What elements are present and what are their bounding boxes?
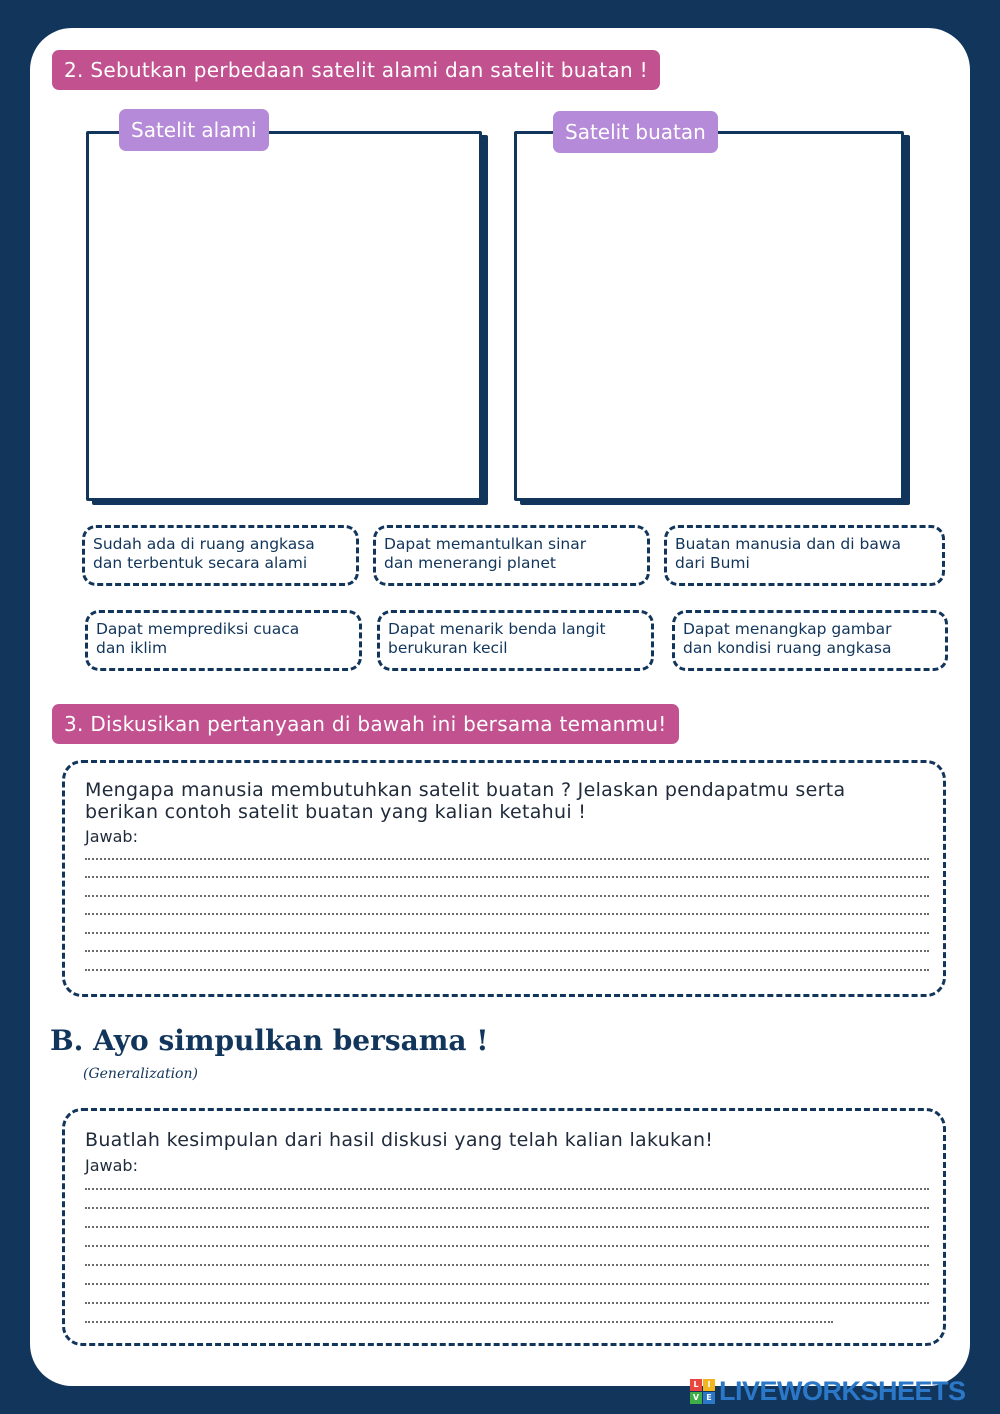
drop-zone-satelit-buatan[interactable]	[514, 131, 904, 501]
card-text-line: dan kondisi ruang angkasa	[683, 639, 892, 657]
answer-card[interactable]	[664, 525, 945, 586]
answer-card[interactable]	[377, 610, 654, 671]
card-text-line: Buatan manusia dan di bawa	[675, 535, 902, 553]
card-text-line: Dapat menarik benda langit	[388, 620, 606, 638]
answer-card[interactable]	[373, 525, 650, 586]
logo-letter: V	[690, 1392, 702, 1404]
answer-label: Jawab:	[85, 827, 138, 846]
card-text-line: dari Bumi	[675, 554, 750, 572]
answer-line	[85, 1264, 929, 1266]
question-3-prompt-line1: Mengapa manusia membutuhkan satelit buatan ? Jelaskan pendapatmu serta	[85, 779, 846, 801]
section-b-title: B. Ayo simpulkan bersama !	[50, 1024, 489, 1057]
answer-line	[85, 1245, 929, 1247]
answer-line	[85, 969, 929, 971]
card-text-line: dan iklim	[96, 639, 168, 657]
card-text-line: Dapat memprediksi cuaca	[96, 620, 300, 638]
logo-letter: I	[703, 1379, 715, 1391]
answer-line	[85, 1207, 929, 1209]
answer-line	[85, 1188, 929, 1190]
card-text-line: dan terbentuk secara alami	[93, 554, 308, 572]
question-3-title: 3. Diskusikan pertanyaan di bawah ini bersama temanmu!	[52, 704, 679, 744]
answer-line	[85, 876, 929, 878]
liveworksheets-logo-text: LIVEWORKSHEETS	[719, 1375, 966, 1406]
card-text-line: Dapat memantulkan sinar	[384, 535, 587, 553]
answer-line	[85, 1226, 929, 1228]
answer-line	[85, 932, 929, 934]
section-b-prompt: Buatlah kesimpulan dari hasil diskusi yang telah kalian lakukan!	[85, 1129, 714, 1151]
question-3-prompt-line2: berikan contoh satelit buatan yang kalian ketahui !	[85, 801, 587, 823]
answer-line	[85, 950, 929, 952]
answer-line	[85, 1302, 929, 1304]
question-2-title: 2. Sebutkan perbedaan satelit alami dan satelit buatan !	[52, 50, 660, 90]
answer-line	[85, 1321, 833, 1323]
section-b-subtitle: (Generalization)	[83, 1066, 198, 1082]
drop-zone-satelit-alami[interactable]	[86, 131, 482, 501]
satelit-buatan-label: Satelit buatan	[553, 111, 718, 153]
card-text-line: berukuran kecil	[388, 639, 508, 657]
card-text-line: dan menerangi planet	[384, 554, 556, 572]
card-text-line: Sudah ada di ruang angkasa	[93, 535, 315, 553]
answer-line	[85, 913, 929, 915]
answer-line	[85, 895, 929, 897]
conclusion-answer-panel	[62, 1108, 946, 1346]
satelit-alami-label: Satelit alami	[119, 109, 269, 151]
discussion-answer-panel	[62, 760, 946, 997]
liveworksheets-logo	[690, 1374, 966, 1408]
conclusion-answer-input[interactable]	[83, 1177, 929, 1331]
answer-label: Jawab:	[85, 1156, 138, 1175]
liveworksheets-logo-icon	[690, 1379, 715, 1404]
answer-line	[85, 858, 929, 860]
card-text-line: Dapat menangkap gambar	[683, 620, 892, 638]
answer-card[interactable]	[672, 610, 948, 671]
answer-card[interactable]	[85, 610, 362, 671]
logo-letter: E	[703, 1392, 715, 1404]
logo-letter: L	[690, 1379, 702, 1391]
answer-line	[85, 1283, 929, 1285]
answer-card[interactable]	[82, 525, 359, 586]
